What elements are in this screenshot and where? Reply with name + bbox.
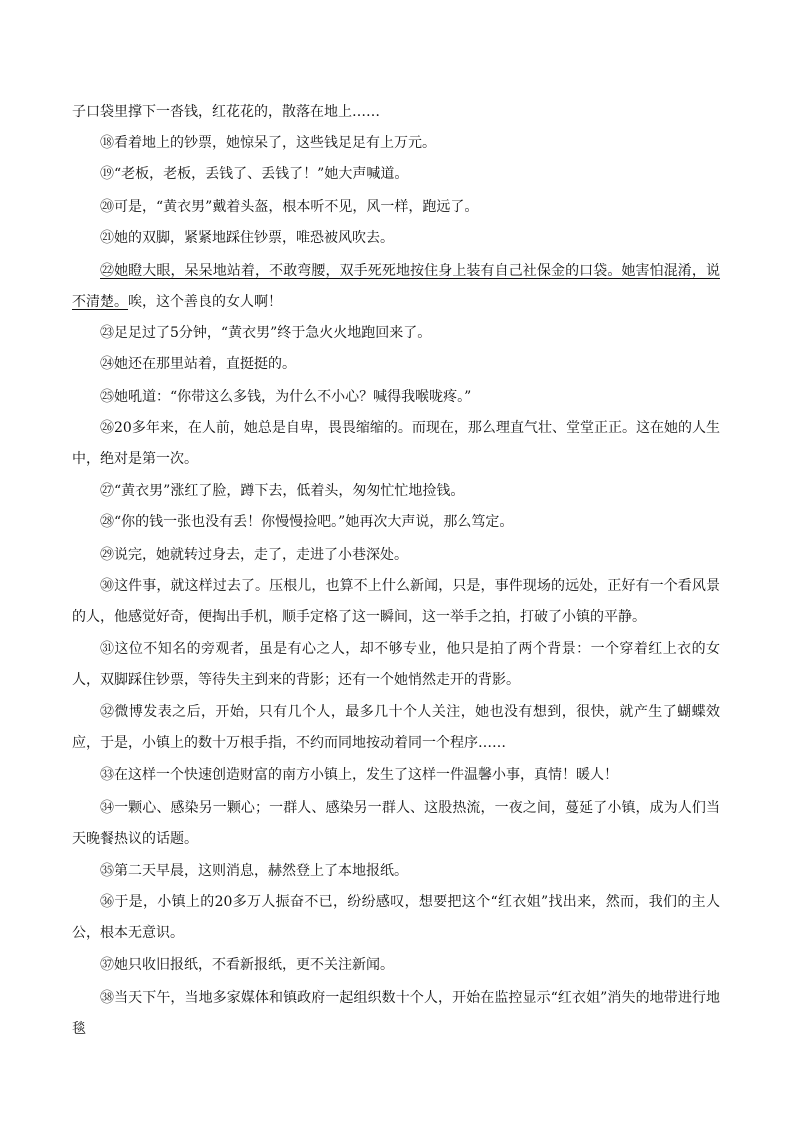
paragraph-continuation: 子口袋里撑下一沓钱，红花花的，散落在地上…… [72, 104, 380, 120]
paragraph-36: ㊱于是，小镇上的20多万人振奋不已，纷纷感叹，想要把这个“红衣姐”找出来，然而，我们的主人公，根本无意识。 [72, 894, 720, 941]
paragraph-38: ㊳当天下午，当地多家媒体和镇政府一起组织数十个人，开始在监控显示“红衣姐”消失的地带进行地毯 [72, 990, 720, 1037]
paragraph-26: ㉖20多年来，在人前，她总是自卑，畏畏缩缩的。而现在，那么理直气壮、堂堂正正。这在她的人生中，绝对是第一次。 [72, 420, 720, 467]
paragraph-29: ㉙说完，她就转过身去，走了，走进了小巷深处。 [100, 547, 408, 563]
paragraph-20: ⑳可是，“黄衣男”戴着头盔，根本听不见，风一样，跑远了。 [100, 199, 479, 215]
paragraph-34: ㉞一颗心、感染另一颗心；一群人、感染另一群人、这股热流，一夜之间，蔓延了小镇，成为人们当天晚餐热议的话题。 [72, 800, 720, 847]
paragraph-33: ㉝在这样一个快速创造财富的南方小镇上，发生了这样一件温馨小事，真情！暖人！ [100, 767, 618, 783]
paragraph-22-rest: 唉，这个善良的女人啊！ [128, 294, 282, 310]
paragraph-25: ㉕她吼道：“你带这么多钱，为什么不小心？喊得我喉咙疼。” [100, 389, 472, 405]
paragraph-24: ㉔她还在那里站着，直挺挺的。 [100, 356, 296, 372]
paragraph-37: ㊲她只收旧报纸，不看新报纸，更不关注新闻。 [100, 957, 394, 973]
paragraph-22 [72, 256, 720, 318]
paragraph-30: ㉚这件事，就这样过去了。压根儿，也算不上什么新闻，只是，事件现场的远处，正好有一个看风景的人，他感觉好奇，便掏出手机，顺手定格了这一瞬间，这一举手之拍，打破了小镇的平静。 [72, 578, 720, 625]
underlined-sentence: ㉒她瞪大眼，呆呆地站着，不敢弯腰，双手死死地按住身上装有自己社保金的口袋。她害怕混淆，说不清楚。 [72, 263, 720, 310]
paragraph-27: ㉗“黄衣男”涨红了脸，蹲下去，低着头，匆匆忙忙地捡钱。 [100, 483, 465, 499]
paragraph-35: ㉟第二天早晨，这则消息，赫然登上了本地报纸。 [100, 863, 408, 879]
paragraph-32: ㉜微博发表之后，开始，只有几个人，最多几十个人关注，她也没有想到，很快，就产生了蝴蝶效应，于是，小镇上的数十万根手指，不约而同地按动着同一个程序…… [72, 704, 720, 751]
paragraph-23: ㉓足足过了5分钟，“黄衣男”终于急火火地跑回来了。 [100, 325, 432, 341]
paragraph-21: ㉑她的双脚，紧紧地踩住钞票，唯恐被风吹去。 [100, 230, 394, 246]
paragraph-28: ㉘“你的钱一张也没有丢！你慢慢捡吧。”她再次大声说，那么笃定。 [100, 514, 514, 530]
paragraph-31: ㉛这位不知名的旁观者，虽是有心之人，却不够专业，他只是拍了两个背景：一个穿着红上衣的女人，双脚踩住钞票，等待失主到来的背影；还有一个她悄然走开的背影。 [72, 641, 720, 688]
paragraph-19: ⑲“老板，老板，丢钱了、丢钱了！”她大声喊道。 [100, 166, 409, 182]
paragraph-18: ⑱看着地上的钞票，她惊呆了，这些钱足足有上万元。 [100, 135, 436, 151]
